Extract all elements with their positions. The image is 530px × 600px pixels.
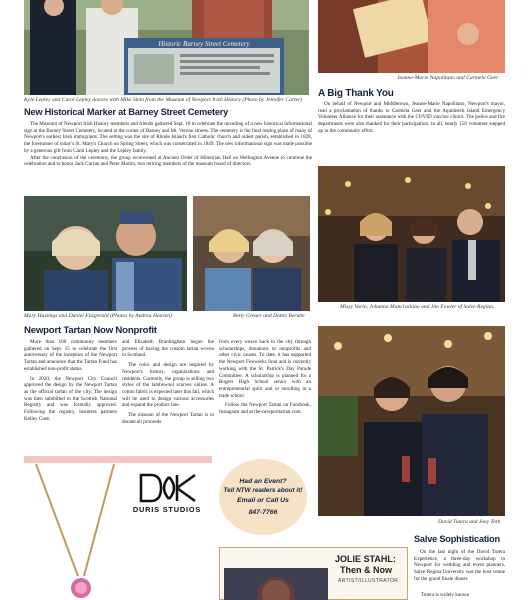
greuer-berube-caption: Betty Greuer and Dottie Berube — [233, 313, 305, 319]
jolie-title-line2: Then & Now — [340, 565, 392, 575]
cemetery-photo — [24, 0, 309, 95]
event-ad-line1: Had an Event? — [239, 478, 287, 485]
jolie-subtitle: ARTIST/ILLUSTRATOR — [338, 578, 399, 584]
necklace-ad — [24, 456, 212, 600]
salve-body: On the last night of the David Tutera Experience, a three-day workshop in Newport for wedding and event planners, Salve Regina University was the host venue for the grand finale dinner. — [414, 549, 505, 582]
cemetery-photo-caption: Kyle Lepley and Carol Lepley donors with Mike Slein from the Museum of Newport Irish History (Photo by Jennifer Carter) — [24, 97, 303, 103]
tartan-headline: Newport Tartan Now Nonprofit — [24, 325, 157, 336]
tartan-col2-paragraph-2: The color and design are inspired by Newport's history, organizations and residents. Currently, the group is selling two styles of the lambswool scarves online. A cotton fabric is expected later this fall, which will be used to design various accessories and expand the product line. — [122, 362, 214, 409]
tartan-column-1 — [24, 339, 117, 451]
greuer-berube-photo — [193, 196, 310, 311]
tartan-col2-paragraph-1: and Elizabeth Brantingham began the process of having the custom tartan woven in Scotland. — [122, 339, 214, 359]
tartan-col3-paragraph-2: Follow the Newport Tartan on Facebook, Instagram and at the-newporttartan.com. — [219, 402, 311, 416]
jolie-title-line1: JOLIE STAHL: — [335, 554, 396, 564]
salve-regina-caption: Missy Vario, Johanna Mancivalano and Jim Fowler of Salve Regina. — [340, 304, 495, 310]
duris-studios-label: DURIS STUDIOS — [132, 505, 202, 514]
tartan-col1-paragraph-1: More than 100 community members gathered on Sept. 15 to celebrate the first anniversary of the inception of the Newport Tartan and announce that the Tartan Fund has established non-profit status. — [24, 339, 117, 372]
event-ad-line3: Email or Call Us — [237, 497, 289, 504]
historical-marker-body — [24, 121, 312, 191]
tutera-toth-photo — [318, 326, 505, 516]
tartan-column-3 — [219, 339, 311, 451]
necklace-illustration — [26, 456, 116, 600]
salve-regina-photo — [318, 166, 505, 302]
salve-headline: Salve Sophistication — [414, 534, 500, 544]
sign-title: Historic Barney Street Cemetery — [158, 40, 250, 48]
thank-you-headline: A Big Thank You — [318, 88, 394, 99]
tartan-col2-paragraph-3: The mission of the Newport Tartan is to donate all proceeds — [122, 412, 214, 425]
jolie-portrait-illustration — [224, 568, 328, 600]
event-ad-phone: 847-7766 — [248, 509, 278, 516]
thank-you-body: On behalf of Newport and Middletown, Jeanne-Marie Napolitano, Newport's mayor, read a proclamation of thanks to Carmela Geer and the Aquidneck Island Emergency Volunteer Alliance for their assistance with the COVID vaccine clinics. The police and fire departments were also thanked for their participation. In all, nearly 150 volunteer stepped up in the community effort. — [318, 101, 505, 134]
tartan-col1-paragraph-2: In 2020, the Newport City Council approved the design by the Newport Tartan as the official tartan of the city. The design was then submitted to the Scottish National Registry and was formally approved. Following the registry, business partners Kelley Coen — [24, 375, 117, 422]
salve-trailing: Tutera is widely known — [421, 592, 470, 598]
hastings-fitzgerald-caption: Mary Hastings and Daniel Fitzgerald (Photos by Andrea Hansen) — [24, 313, 172, 319]
event-ad[interactable] — [219, 459, 307, 535]
historical-marker-paragraph-2: After the conclusion of the ceremony, the group reconvened at Ancient Order of Hibernian Hall on Wellington Avenue to continue the celebration and to honor Jack Curran and Peter Martin, two retiring members of the museum board of directors. — [24, 154, 312, 168]
tartan-col3-paragraph-1: from every weave back to the city through scholarships, donations to nonprofits and other civic causes. To date, it has supported the Newport Fireworks fund and is currently working with the St. Patrick's Day Parade Committee. A scholarship is planned for a Rogers High School senior with an entrepreneurial spirit and or enrolling in a trade school. — [219, 339, 311, 399]
tutera-toth-caption: David Tutera and Joey Toth — [438, 519, 501, 525]
proclamation-photo — [318, 0, 505, 73]
historical-marker-paragraph-1: The Museum of Newport Irish History members and friends gathered Sept. 18 to celebrate the unveiling of a new historical informational sign at the Barney Street Cemetery, located at the corner of Barney and Mt. Vernon streets. The cemetery is the final resting place of many of Newport's earliest Irish immigrants. The setting was the site of Rhode Island's first Catholic church and oldest parish, established in 1828, the forerunner of today's St. Mary's Church on Spring Street, which was consecrated in 1849. The new informational sign was made possible by a generous gift from Carol Lepley and the Lepley family. — [24, 121, 312, 154]
tartan-column-2 — [122, 339, 214, 451]
proclamation-photo-caption: Jeanne-Marie Napolitano and Carmela Geer — [397, 75, 499, 81]
jolie-stahl-ad — [219, 547, 408, 600]
event-ad-line2: Tell NTW readers about it! — [223, 487, 303, 494]
historical-marker-headline: New Historical Marker at Barney Street Cemetery — [24, 107, 229, 117]
hastings-fitzgerald-photo — [24, 196, 187, 311]
duris-logo-icon — [137, 473, 201, 503]
